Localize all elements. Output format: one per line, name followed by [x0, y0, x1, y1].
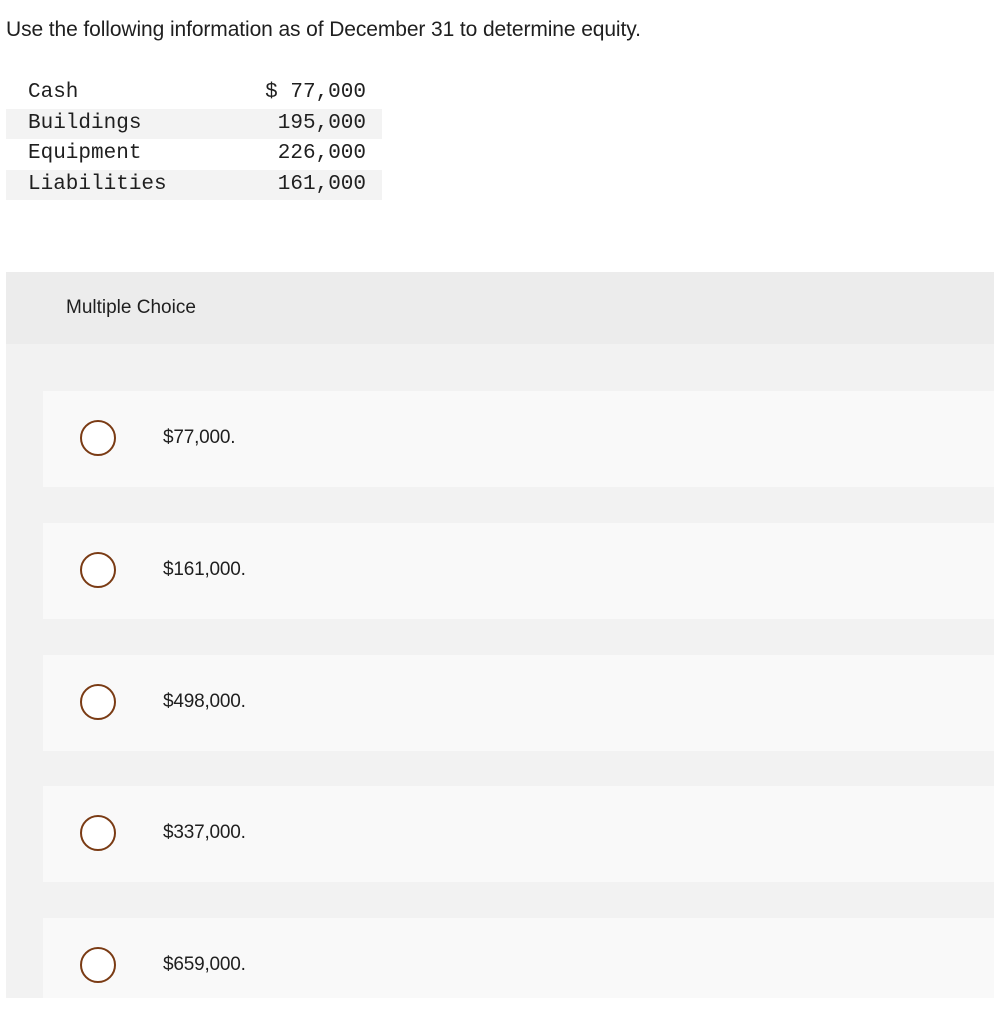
answer-option-4[interactable] — [43, 786, 994, 882]
answer-option-text: $161,000. — [163, 559, 246, 580]
radio-button-icon[interactable] — [80, 552, 116, 588]
table-row — [6, 78, 382, 109]
table-row — [6, 170, 382, 201]
row-label-buildings: Buildings — [28, 111, 142, 135]
answer-option-text: $498,000. — [163, 691, 246, 712]
question-prompt: Use the following information as of December 31 to determine equity. — [6, 18, 641, 41]
row-amount-cash: $ 77,000 — [265, 81, 366, 105]
row-label-cash: Cash — [28, 81, 79, 105]
answer-option-1[interactable] — [43, 391, 994, 487]
radio-button-icon[interactable] — [80, 947, 116, 983]
answer-option-text: $659,000. — [163, 954, 246, 975]
multiple-choice-label: Multiple Choice — [66, 297, 196, 318]
answer-option-5[interactable] — [43, 918, 994, 998]
radio-button-icon[interactable] — [80, 420, 116, 456]
multiple-choice-panel — [6, 272, 994, 998]
answer-option-2[interactable] — [43, 523, 994, 619]
row-label-liabilities: Liabilities — [28, 172, 167, 196]
financial-data-table — [6, 78, 382, 200]
row-label-equipment: Equipment — [28, 142, 142, 166]
table-row — [6, 109, 382, 140]
radio-button-icon[interactable] — [80, 815, 116, 851]
multiple-choice-header — [6, 272, 994, 344]
row-amount-buildings: 195,000 — [277, 111, 366, 135]
radio-button-icon[interactable] — [80, 684, 116, 720]
answer-option-3[interactable] — [43, 655, 994, 751]
row-amount-liabilities: 161,000 — [277, 172, 366, 196]
table-row — [6, 139, 382, 170]
row-amount-equipment: 226,000 — [277, 142, 366, 166]
answer-option-text: $77,000. — [163, 427, 236, 448]
answer-option-text: $337,000. — [163, 822, 246, 843]
